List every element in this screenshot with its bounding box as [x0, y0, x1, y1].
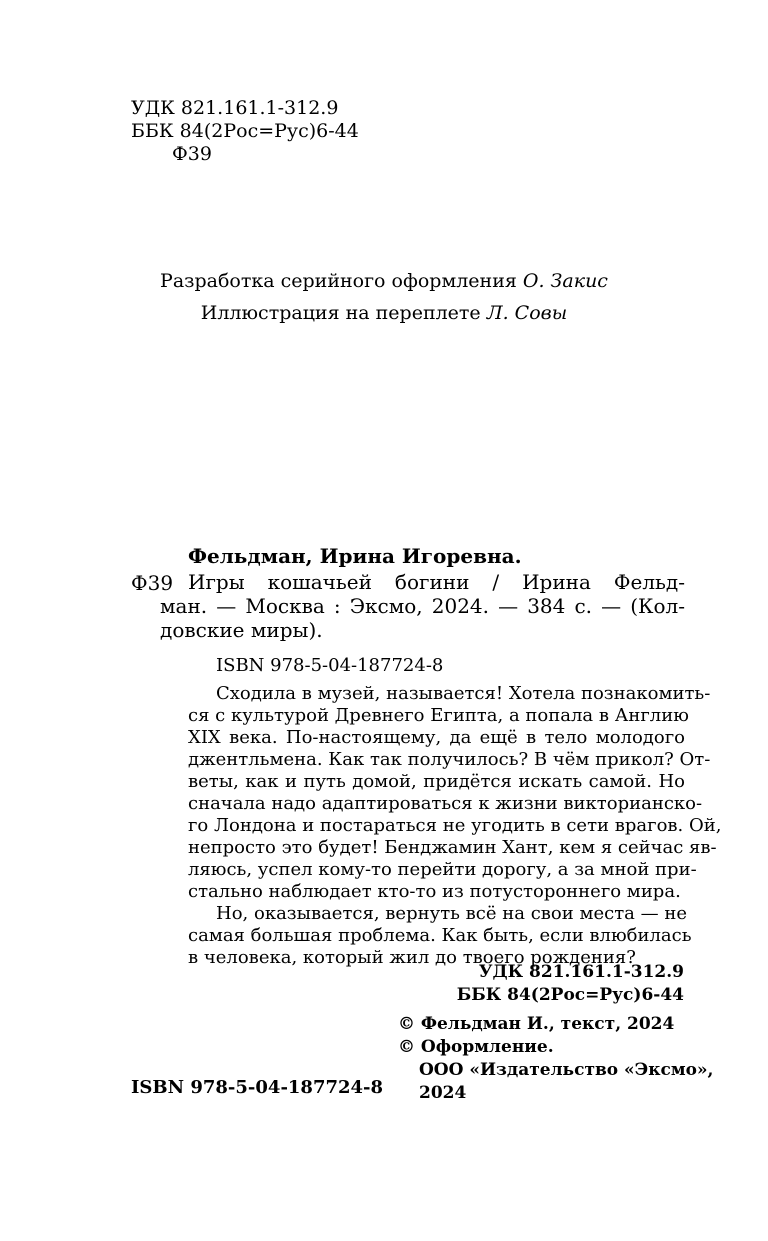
series-design-credit: [0, 270, 768, 292]
author-heading: Фельдман, Ирина Игоревна.: [188, 544, 522, 568]
annotation-line: го Лондона и постараться не угодить в сети врагов. Ой,: [188, 815, 722, 836]
publisher-name: ООО «Издательство «Эксмо»,: [419, 1060, 714, 1080]
udk-code-bottom: УДК 821.161.1-312.9: [478, 962, 684, 982]
description-line: Игры кошачьей богини / Ирина Фельд-: [188, 570, 685, 594]
annotation-line: Сходила в музей, называется! Хотела познакомить-: [216, 683, 711, 704]
series-design-label: Разработка серийного оформления: [160, 270, 517, 292]
annotation-line: стально наблюдает кто-то из потустороннего мира.: [188, 881, 681, 902]
illustration-label: Иллюстрация на переплете: [200, 302, 481, 324]
annotation-line: XIX века. По-настоящему, да ещё в тело молодого: [188, 727, 685, 748]
description-line: довские миры).: [160, 618, 323, 642]
annotation-line: Но, оказывается, вернуть всё на свои места — не: [216, 903, 687, 924]
annotation-line: сначала надо адаптироваться к жизни викторианско-: [188, 793, 703, 814]
isbn-record: ISBN 978-5-04-187724-8: [216, 655, 444, 676]
author-mark-top: Ф39: [172, 143, 212, 165]
annotation-line: веты, как и путь домой, придётся искать самой. Но: [188, 771, 685, 792]
bbk-code-bottom: ББК 84(2Рос=Рус)6-44: [456, 985, 684, 1005]
annotation-line: ляюсь, успел кому-то перейти дорогу, а за мной при-: [188, 859, 697, 880]
description-line: ман. — Москва : Эксмо, 2024. — 384 с. — (Кол-: [160, 594, 685, 618]
author-mark: Ф39: [131, 571, 174, 595]
series-design-name: О. Закис: [522, 270, 608, 292]
illustration-credit: [0, 302, 768, 324]
copyright-design: © Оформление.: [398, 1037, 554, 1057]
publisher-year: 2024: [419, 1083, 467, 1103]
copyright-text: © Фельдман И., текст, 2024: [398, 1014, 675, 1034]
isbn-footer: ISBN 978-5-04-187724-8: [131, 1077, 384, 1098]
annotation: [188, 683, 722, 969]
annotation-line: в человека, который жил до твоего рождения?: [188, 947, 636, 968]
bibliographic-description: [160, 570, 685, 642]
illustration-name: Л. Совы: [486, 302, 568, 324]
annotation-line: ся с культурой Древнего Египта, а попала в Англию: [188, 705, 689, 726]
bbk-code-top: ББК 84(2Рос=Рус)6-44: [131, 120, 359, 142]
annotation-line: джентльмена. Как так получилось? В чём прикол? От-: [188, 749, 711, 770]
annotation-line: самая большая проблема. Как быть, если влюбилась: [188, 925, 692, 946]
annotation-line: непросто это будет! Бенджамин Хант, кем я сейчас яв-: [188, 837, 717, 858]
udk-code-top: УДК 821.161.1-312.9: [131, 97, 339, 119]
